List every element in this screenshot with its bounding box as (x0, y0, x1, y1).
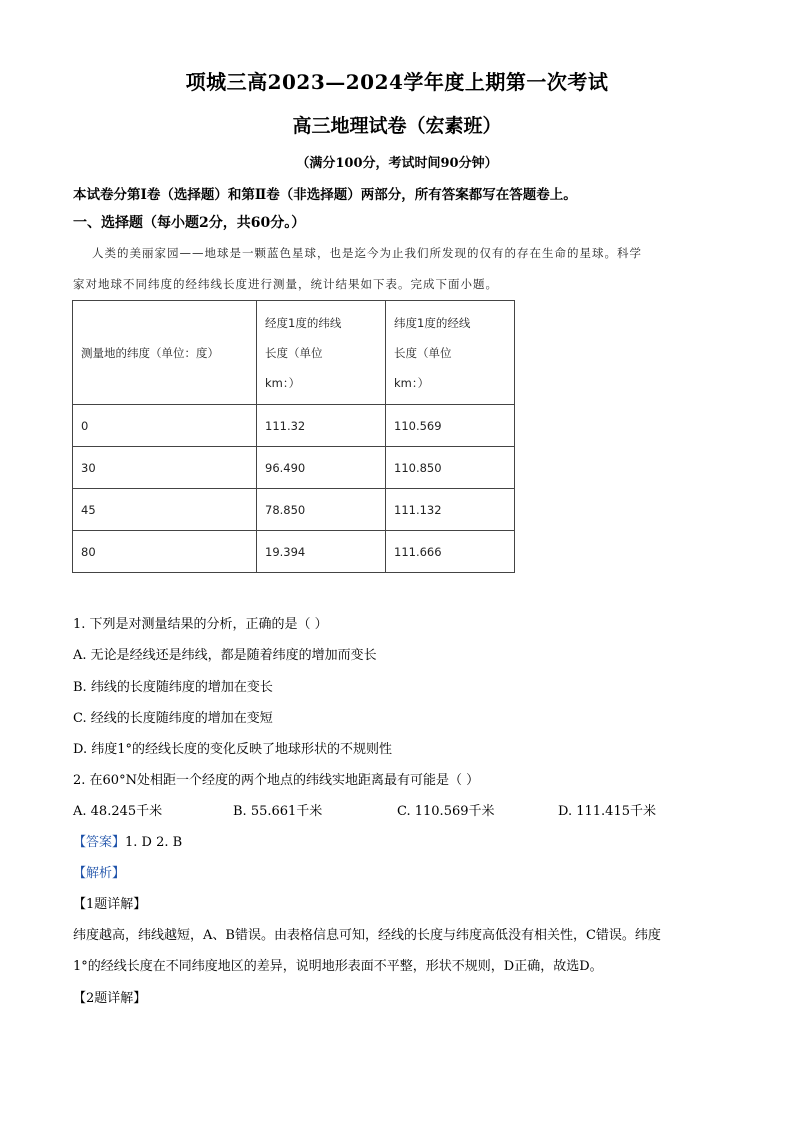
question-1-option-a: A. 无论是经线还是纬线，都是随着纬度的增加而变长 (73, 648, 377, 663)
table-header-cell (73, 301, 257, 405)
question-2-option-d: D. 111.415千米 (558, 804, 656, 819)
table-row (73, 489, 515, 531)
table-row (73, 447, 515, 489)
table-cell: 111.132 (386, 489, 515, 531)
table-row (73, 405, 515, 447)
question-1-option-c: C. 经线的长度随纬度的增加在变短 (73, 711, 273, 726)
score-time-note: （满分100分，考试时间90分钟） (296, 156, 498, 171)
detail-1-text: 纬度越高，纬线越短，A、B错误。由表格信息可知，经线的长度与纬度高低没有相关性，C错误。纬度 (73, 928, 661, 943)
table-cell: 111.32 (257, 405, 386, 447)
exam-title: 项城三高2023—2024学年度上期第一次考试 (185, 70, 609, 94)
question-1-stem: 1. 下列是对测量结果的分析，正确的是（ ） (73, 617, 328, 632)
table-cell: 110.850 (386, 447, 515, 489)
table-header-row (73, 301, 515, 405)
measurement-table (72, 300, 515, 573)
detail-1-heading: 【1题详解】 (73, 897, 147, 912)
header-text: km：） (394, 375, 430, 390)
detail-2-heading: 【2题详解】 (73, 991, 147, 1006)
exam-instructions: 本试卷分第Ⅰ卷（选择题）和第Ⅱ卷（非选择题）两部分，所有答案都写在答题卷上。 (73, 187, 577, 203)
passage-line: 人类的美丽家园——地球是一颗蓝色星球，也是迄今为止我们所发现的仅有的存在生命的星球。科学 (92, 246, 642, 260)
analysis-tag: 【解析】 (73, 866, 126, 881)
question-2-option-b: B. 55.661千米 (233, 804, 323, 819)
table-cell: 45 (73, 489, 257, 531)
exam-subtitle: 高三地理试卷（宏素班） (292, 115, 502, 137)
question-2-option-c: C. 110.569千米 (397, 804, 495, 819)
table-cell: 0 (73, 405, 257, 447)
section-heading: 一、选择题（每小题2分，共60分。） (73, 215, 306, 231)
answer-line (73, 831, 182, 850)
table-row (73, 531, 515, 573)
header-text: 纬度1度的经线 (394, 315, 471, 330)
table-cell: 30 (73, 447, 257, 489)
table-cell: 19.394 (257, 531, 386, 573)
question-1-option-b: B. 纬线的长度随纬度的增加在变长 (73, 680, 273, 695)
question-2-stem: 2. 在60°N处相距一个经度的两个地点的纬线实地距离最有可能是（ ） (73, 773, 480, 788)
answer-tag: 【答案】 (73, 835, 126, 850)
answer-text: 1. D 2. B (125, 835, 183, 850)
table-cell: 110.569 (386, 405, 515, 447)
header-text: 长度（单位 (265, 345, 323, 360)
question-2-option-a: A. 48.245千米 (73, 804, 163, 819)
passage-line: 家对地球不同纬度的经纬线长度进行测量，统计结果如下表。完成下面小题。 (73, 277, 498, 291)
header-text: 长度（单位 (394, 345, 452, 360)
header-text: 经度1度的纬线 (265, 315, 342, 330)
header-text: 测量地的纬度（单位：度） (81, 345, 219, 360)
table-cell: 78.850 (257, 489, 386, 531)
table-header-cell (386, 301, 515, 405)
question-1-option-d: D. 纬度1°的经线长度的变化反映了地球形状的不规则性 (73, 742, 392, 757)
table-cell: 96.490 (257, 447, 386, 489)
table-cell: 80 (73, 531, 257, 573)
table-header-cell (257, 301, 386, 405)
header-text: km：） (265, 375, 301, 390)
detail-1-text: 1°的经线长度在不同纬度地区的差异，说明地形表面不平整，形状不规则，D正确，故选D。 (73, 959, 603, 974)
table-cell: 111.666 (386, 531, 515, 573)
